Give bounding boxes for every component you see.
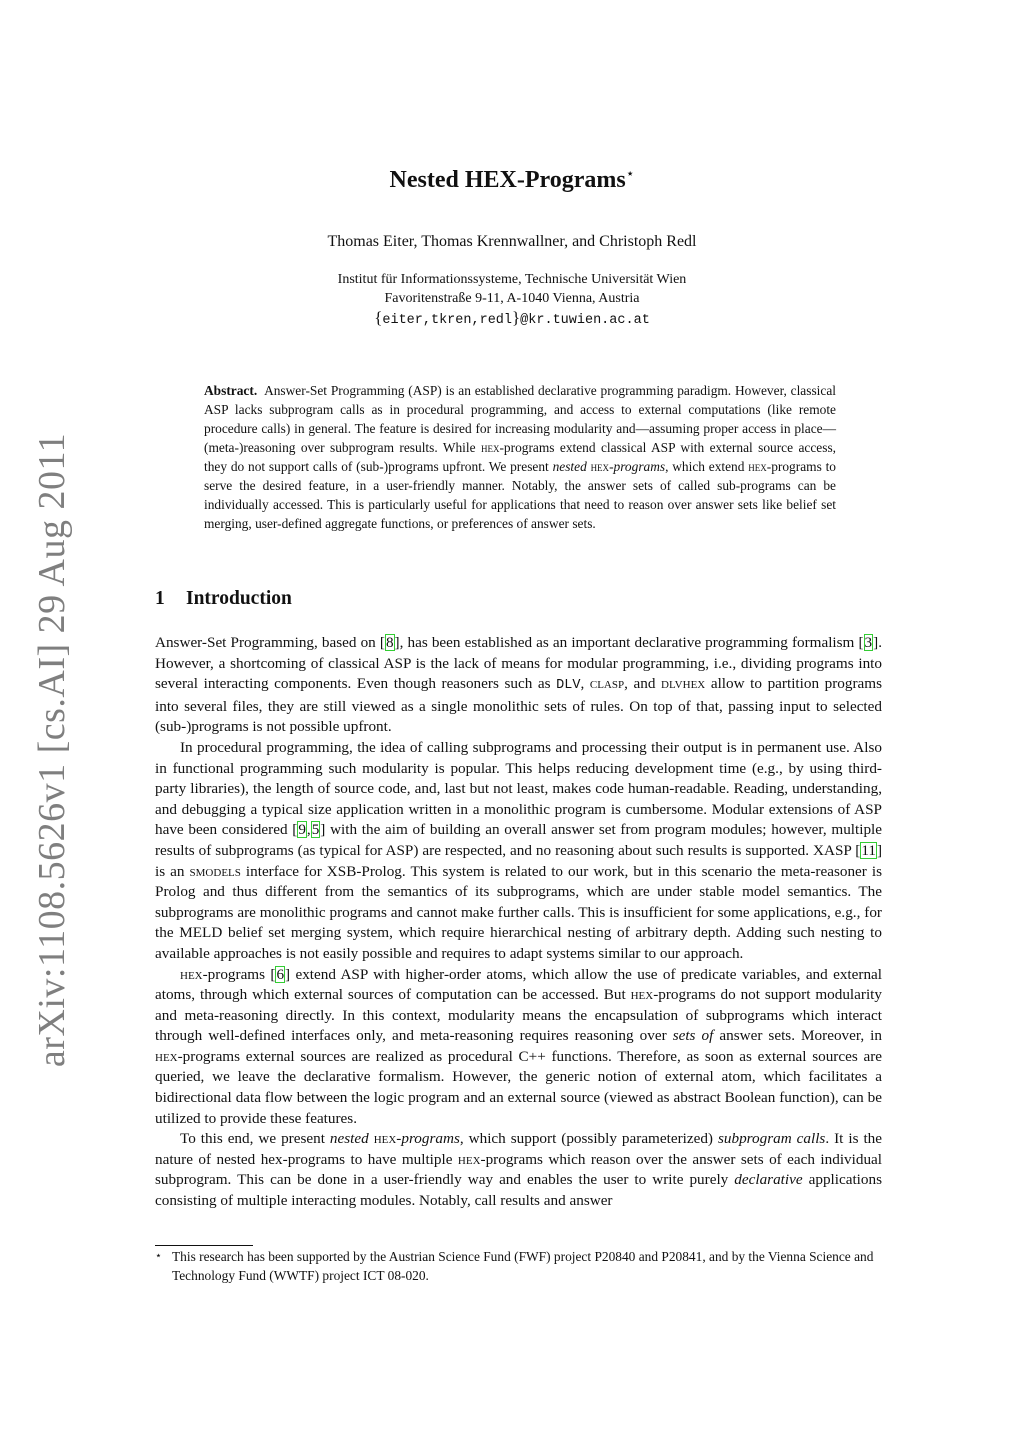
citation-link[interactable]: 11 (861, 841, 876, 859)
abstract-text: , which extend (665, 459, 749, 474)
text: answer sets. Moreover, in (713, 1027, 882, 1045)
text: Answer-Set Programming, based on (155, 634, 380, 651)
text: -programs which reason over the answer sets of each individual subprogram. This can be done in a user-friendly way and enables the user to write purely (155, 1150, 882, 1189)
declarative-term: declarative (734, 1171, 803, 1189)
nested-term: nested (329, 1130, 374, 1148)
footnote-divider (155, 1245, 253, 1246)
footnote-mark: ⋆ (155, 1250, 162, 1262)
programs-term: -programs (609, 459, 666, 474)
text: -programs do not support modularity and meta-reasoning directly. In this context, modularity means the encapsulation of subprograms which interact through well-defined interfaces only, and meta-reasoning requires reasoning over (155, 986, 882, 1045)
section-title: Introduction (186, 588, 292, 609)
authors: Thomas Eiter, Thomas Krennwallner, and Christoph Redl (327, 233, 697, 250)
text: allow to partition programs into several files, they are still viewed as a single monolithic sets of rules. On top of that, passing input to selected (sub-)programs is not possible upfront. (155, 675, 883, 736)
text: -programs external sources are realized as procedural C++ functions. Therefore, as soon as external sources are queried, we leave the declarative formalism. However, the generic notion of external atom, which facilitates a bidirectional data flow between the logic program and an external source (viewed as abstract Boolean function), can be utilized to provide these features. (155, 1047, 882, 1127)
affiliation-address: Favoritenstraße 9-11, A-1040 Vienna, Austria (384, 291, 640, 306)
citation-link[interactable]: 8 (385, 634, 394, 651)
text: , and (624, 675, 662, 693)
citation-link[interactable]: 9 (298, 821, 306, 839)
hex-term: hex (373, 1130, 397, 1148)
hex-term: hex (155, 1047, 178, 1065)
hex-term: hex (630, 986, 654, 1004)
paper-title (0, 166, 1024, 194)
sets-of-term: sets of (672, 1027, 714, 1045)
text: -programs (202, 965, 271, 983)
affiliation (0, 270, 1024, 330)
footnote (155, 1247, 882, 1285)
hex-term: hex (480, 440, 500, 455)
clasp-term: clasp (589, 675, 625, 693)
hex-term: hex (590, 459, 610, 474)
paragraph-3: hex-programs [6] extend ASP with higher-order atoms, which allow the use of predicate variables, and external atoms, through which external sources of computation can be accessed. But hex-programs do not support modularity and meta-reasoning directly. In this context, modularity means the encapsulation of subprograms which interact through well-defined interfaces only, and meta-reasoning requires reasoning over sets of answer sets. Moreover, in hex-programs external sources are realized as procedural C++ functions. Therefore, as soon as external sources are queried, we leave the declarative formalism. However, the generic notion of external atom, which facilitates a bidirectional data flow between the logic program and an external source (viewed as abstract Boolean function), can be utilized to provide these features. (155, 965, 882, 1127)
text: , has been established as an important declarative programming formalism (399, 634, 859, 651)
title-text: Nested HEX-Programs (389, 167, 626, 193)
dlvhex-term: dlvhex (661, 675, 706, 693)
abstract-label: Abstract. (204, 383, 258, 398)
text: is an (155, 862, 190, 880)
arxiv-identifier: arXiv:1108.5626v1 [cs.AI] 29 Aug 2011 (31, 432, 73, 1068)
affiliation-emails: {eiter,tkren,redl}@kr.tuwien.ac.at (374, 308, 650, 328)
text: To this end, we present (180, 1130, 330, 1148)
title-footnote-mark: ⋆ (625, 167, 635, 182)
citation-link[interactable]: 6 (276, 965, 285, 983)
section-heading-introduction (155, 588, 292, 610)
introduction-body (155, 633, 882, 1212)
abstract-text: -programs extend classical ASP with external source access, they do not support calls of (sub-)programs upfront. We present (204, 440, 836, 474)
affiliation-institute: Institut für Informationssysteme, Technische Universität Wien (337, 272, 687, 287)
text: with the aim of building an overall answer set from program modules; however, multiple results of subprograms (as typical for ASP) are respected, and no reasoning about such results is supported. XASP (155, 821, 883, 859)
text: . It is the nature of nested hex-programs to have multiple (155, 1130, 882, 1168)
email-domain: @kr.tuwien.ac.at (520, 313, 650, 328)
text: , which support (possibly parameterized) (459, 1130, 718, 1148)
email-users: eiter,tkren,redl (382, 313, 512, 328)
citation-link[interactable]: 5 (311, 821, 320, 839)
text: applications consisting of multiple interacting modules. Notably, call results and answer (155, 1171, 883, 1210)
subprogram-calls-term: subprogram calls (717, 1130, 826, 1148)
text: , (580, 675, 590, 693)
text: interface for XSB-Prolog. This system is related to our work, but in this scenario the meta-reasoner is Prolog and thus different from the semantics of its subprograms, which are under stable model semantics. The subprograms are monolithic programs and cannot make further calls. This is insufficient for some applications, e.g., for the MELD belief set merging system, which require hierarchical nesting of arbitrary depth. Adding such nesting to available approaches is not easily possible and requires to adapt systems similar to our approach. (155, 862, 882, 962)
abstract (204, 381, 836, 533)
paragraph-4 (155, 1129, 882, 1211)
nested-term: nested (552, 459, 591, 474)
hex-term: hex (748, 459, 767, 474)
text: In procedural programming, the idea of calling subprograms and processing their output is in permanent use. Also in functional programming such modularity is popular. This helps reducing development time (e.g., by using third-party libraries), the length of source code, and, last but not least, makes code human-readable. Reading, understanding, and debugging a typical size application written in a monolithic program is cumbersome. Modular extensions of ASP have been considered (155, 738, 882, 839)
programs-term: -programs (396, 1130, 460, 1148)
abstract-text: -programs to serve the desired feature, in a user-friendly manner. Notably, the answer sets of called sub-programs can be individually accessed. This is particularly useful for applications that need to reason over answer sets like belief set merging, user-defined aggregate functions, or preferences of answer sets. (204, 459, 836, 531)
text: , (306, 821, 311, 839)
dlv-term: DLV (556, 678, 581, 694)
paragraph-2: In procedural programming, the idea of calling subprograms and processing their output is in permanent use. Also in functional programming such modularity is popular. This helps reducing development time (e.g., by using third-party libraries), the length of source code, and, last but not least, makes code human-readable. Reading, understanding, and debugging a typical size application written in a monolithic program is cumbersome. Modular extensions of ASP have been considered [9,5] with the aim of building an overall answer set from program modules; however, multiple results of subprograms (as typical for ASP) are respected, and no reasoning about such results is supported. XASP [11] is an smodels interface for XSB-Prolog. This system is related to our work, but in this scenario the meta-reasoner is Prolog and thus different from the semantics of its subprograms, which are under stable model semantics. The subprograms are monolithic programs and cannot make further calls. This is insufficient for some applications, e.g., for the MELD belief set merging system, which require hierarchical nesting of arbitrary depth. Adding such nesting to available approaches is not easily possible and requires to adapt systems similar to our approach. (155, 738, 883, 962)
abstract-text: Answer-Set Programming (ASP) is an established declarative programming paradigm. However, classical ASP lacks subprogram calls as in procedural programming, and access to external computations (like remote procedure calls) in general. The feature is desired for increasing modularity and—assuming proper access in place—(meta-)reasoning over subprogram results. While (204, 383, 836, 455)
hex-term: hex (180, 965, 203, 983)
hex-term: hex (457, 1150, 481, 1168)
paragraph-1: Answer-Set Programming, based on [8], has been established as an important declarative programming formalism [3]. However, a shortcoming of classical ASP is the lack of means for modular programming, i.e., dividing programs into several interacting components. Even though reasoners such as DLV, clasp, and dlvhex allow to partition programs into several files, they are still viewed as a single monolithic sets of rules. On top of that, passing input to selected (sub-)programs is not possible upfront. (155, 634, 883, 736)
text: . However, a shortcoming of classical ASP is the lack of means for modular programming, i.e., dividing programs into several interacting components. Even though reasoners such as (155, 634, 882, 693)
smodels-term: smodels (189, 862, 241, 880)
footnote-text: This research has been supported by the Austrian Science Fund (FWF) project P20840 and P20841, and by the Vienna Science and Technology Fund (WWTF) project ICT 08-020. (172, 1249, 874, 1283)
section-number: 1 (155, 588, 165, 609)
text: extend ASP with higher-order atoms, which allow the use of predicate variables, and external atoms, through which external sources of computation can be accessed. But (155, 965, 882, 1004)
citation-link[interactable]: 3 (864, 634, 873, 651)
